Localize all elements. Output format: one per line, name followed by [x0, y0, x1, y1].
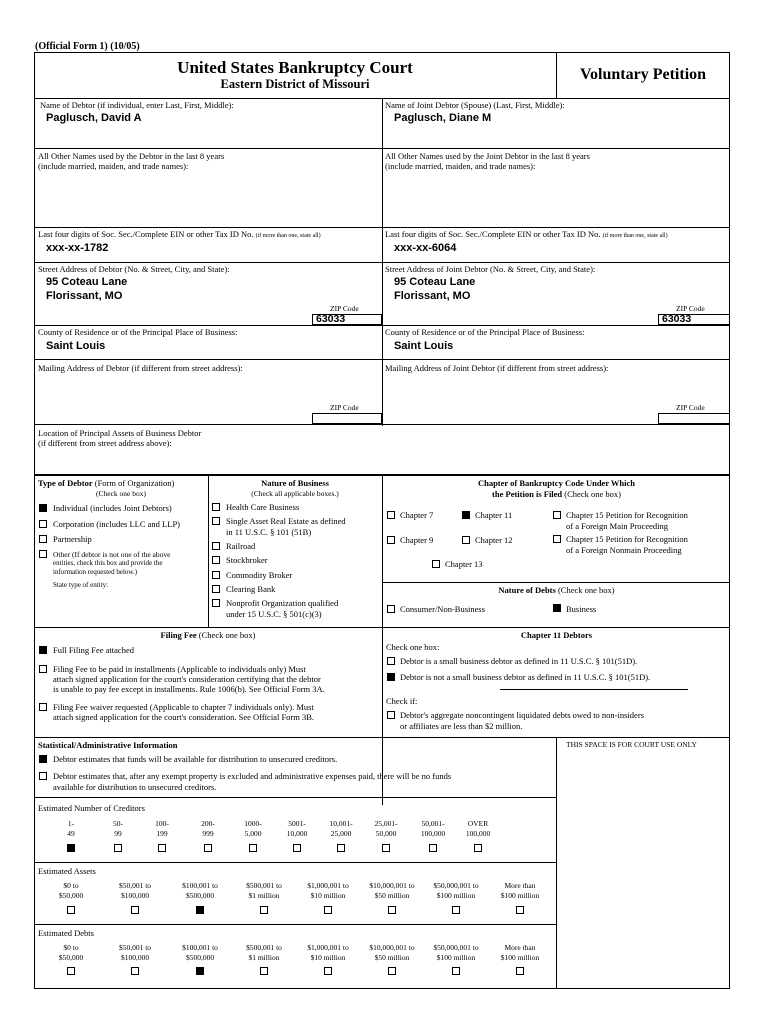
creditors-range-label-line1: 10,001-: [329, 819, 353, 828]
nature-debts-title: Nature of Debts (Check one box): [498, 585, 615, 595]
assets-range-label-line2: $50 million: [374, 891, 410, 900]
debtor-mailing-zip-label: ZIP Code: [330, 403, 359, 412]
chapter-15b-checkbox[interactable]: [553, 535, 561, 543]
not-small-business-label: Debtor is not a small business debtor as defined in 11 U.S.C. § 101(51D).: [400, 672, 651, 682]
debts-range-label-line2: $1 million: [248, 953, 280, 962]
debts-range-checkbox[interactable]: [131, 967, 139, 975]
joint-ssn-label: Last four digits of Soc. Sec./Complete EIN or other Tax ID No. (if more than one, state all): [385, 229, 668, 239]
debts-range-checkbox[interactable]: [516, 967, 524, 975]
chapter-11-checkbox[interactable]: [462, 511, 470, 519]
assets-range-checkbox[interactable]: [131, 906, 139, 914]
creditors-label: Estimated Number of Creditors: [38, 803, 145, 813]
joint-county-label: County of Residence or of the Principal Place of Business:: [385, 327, 585, 337]
single-asset-line1: Single Asset Real Estate as defined: [226, 516, 346, 526]
nature-business-title: Nature of Business: [261, 478, 329, 488]
individual-label: Individual (includes Joint Debtors): [53, 503, 172, 513]
partnership-checkbox[interactable]: [39, 535, 47, 543]
assets-range-label-line1: $100,001 to: [182, 881, 218, 890]
railroad-label: Railroad: [226, 541, 256, 551]
debts-range-checkbox[interactable]: [67, 967, 75, 975]
creditors-range-label-line1: 1000-: [244, 819, 262, 828]
partnership-label: Partnership: [53, 534, 92, 544]
creditors-range-checkbox[interactable]: [249, 844, 257, 852]
waiver-checkbox[interactable]: [39, 703, 47, 711]
debtor-other-names-label-1: All Other Names used by the Debtor in the last 8 years: [38, 151, 225, 161]
assets-range-checkbox[interactable]: [196, 906, 204, 914]
chapter-12-label: Chapter 12: [475, 535, 513, 545]
nonprofit-checkbox[interactable]: [212, 599, 220, 607]
joint-mailing-zip-label: ZIP Code: [676, 403, 705, 412]
statistical-title: Statistical/Administrative Information: [38, 740, 178, 750]
chapter-13-label: Chapter 13: [445, 559, 483, 569]
creditors-range-label-line1: 100-: [155, 819, 169, 828]
full-fee-checkbox[interactable]: [39, 646, 47, 654]
assets-range-label-line2: $500,000: [185, 891, 215, 900]
chapter-15b-line1: Chapter 15 Petition for Recognition: [566, 534, 688, 544]
joint-other-names-label-2: (include married, maiden, and trade names):: [385, 161, 536, 171]
debts-range-label-line1: $50,000,001 to: [433, 943, 479, 952]
stockbroker-checkbox[interactable]: [212, 556, 220, 564]
stockbroker-label: Stockbroker: [226, 555, 268, 565]
location-assets-line2: (if different from street address above):: [38, 438, 172, 448]
creditors-range-checkbox[interactable]: [204, 844, 212, 852]
joint-zip-label: ZIP Code: [676, 304, 705, 313]
joint-name-label: Name of Joint Debtor (Spouse) (Last, First, Middle):: [385, 100, 565, 110]
ch11-debtors-title: Chapter 11 Debtors: [520, 630, 593, 640]
assets-range-label-line1: $50,000,001 to: [433, 881, 479, 890]
corporation-checkbox[interactable]: [39, 520, 47, 528]
creditors-range-checkbox[interactable]: [474, 844, 482, 852]
chapter-title-1: Chapter of Bankruptcy Code Under Which: [477, 478, 636, 488]
chapter-11-label: Chapter 11: [475, 510, 513, 520]
joint-county: Saint Louis: [394, 340, 454, 352]
chapter-12-checkbox[interactable]: [462, 536, 470, 544]
assets-range-label-line2: $100,000: [120, 891, 150, 900]
business-debts-label: Business: [566, 604, 597, 614]
waiver-line1: Filing Fee waiver requested (Applicable to chapter 7 individuals only). Must: [53, 702, 314, 712]
creditors-range-label-line1: 50,001-: [421, 819, 445, 828]
debts-range-checkbox[interactable]: [388, 967, 396, 975]
debtor-name: Paglusch, David A: [46, 112, 142, 124]
state-type-label: State type of entity:: [53, 581, 109, 589]
debts-range-label-line2: $50,000: [58, 953, 84, 962]
debtor-city: Florissant, MO: [46, 290, 123, 302]
debts-range-label-line2: $50 million: [374, 953, 410, 962]
chapter-15a-line1: Chapter 15 Petition for Recognition: [566, 510, 688, 520]
ch11-check-if: Check if:: [386, 696, 418, 706]
debtor-ssn: xxx-xx-1782: [46, 242, 109, 254]
nonprofit-line1: Nonprofit Organization qualified: [226, 598, 339, 608]
nonprofit-line2: under 15 U.S.C. § 501(c)(3): [226, 609, 322, 619]
assets-range-checkbox[interactable]: [516, 906, 524, 914]
chapter-15a-line2: of a Foreign Main Proceeding: [566, 521, 668, 531]
commodity-checkbox[interactable]: [212, 571, 220, 579]
creditors-range-label-line2: 99: [114, 829, 122, 838]
type-of-debtor-title: Type of Debtor (Form of Organization): [38, 478, 175, 488]
debts-range-checkbox[interactable]: [196, 967, 204, 975]
assets-range-label-line1: More than: [504, 881, 536, 890]
clearing-checkbox[interactable]: [212, 585, 220, 593]
creditors-range-checkbox[interactable]: [382, 844, 390, 852]
chapter-13-checkbox[interactable]: [432, 560, 440, 568]
court-title: United States Bankruptcy Court: [177, 58, 413, 77]
individual-checkbox[interactable]: [39, 504, 47, 512]
creditors-range-label-line2: 10,000: [286, 829, 308, 838]
small-business-checkbox[interactable]: [387, 657, 395, 665]
debts-range-checkbox[interactable]: [324, 967, 332, 975]
assets-range-label-line2: $100 million: [436, 891, 476, 900]
ch11-check-one: Check one box:: [386, 642, 440, 652]
assets-range-checkbox[interactable]: [260, 906, 268, 914]
chapter-15a-checkbox[interactable]: [553, 511, 561, 519]
joint-name: Paglusch, Diane M: [394, 112, 492, 124]
chapter-9-label: Chapter 9: [400, 535, 434, 545]
debts-range-label-line2: $100 million: [500, 953, 540, 962]
assets-range-label-line1: $1,000,001 to: [307, 881, 349, 890]
assets-label: Estimated Assets: [38, 866, 96, 876]
creditors-range-label-line2: 25,000: [330, 829, 352, 838]
aggregate-debts-line2: or affiliates are less than $2 million.: [400, 721, 523, 731]
assets-range-label-line1: $10,000,001 to: [369, 881, 415, 890]
chapter-15b-line2: of a Foreign Nonmain Proceeding: [566, 545, 682, 555]
joint-zip: 63033: [662, 313, 692, 325]
debtor-name-label: Name of Debtor (if individual, enter Last, First, Middle):: [40, 100, 234, 110]
single-asset-checkbox[interactable]: [212, 517, 220, 525]
creditors-range-label-line2: 199: [156, 829, 168, 838]
debts-range-label-line2: $10 million: [310, 953, 346, 962]
creditors-range-checkbox[interactable]: [114, 844, 122, 852]
debts-range-label-line2: $100 million: [436, 953, 476, 962]
debts-range-checkbox[interactable]: [452, 967, 460, 975]
joint-mailing-label: Mailing Address of Joint Debtor (if different from street address):: [385, 363, 609, 373]
creditors-range-label-line2: 5,000: [244, 829, 262, 838]
business-debts-checkbox[interactable]: [553, 604, 561, 612]
no-funds-checkbox[interactable]: [39, 772, 47, 780]
assets-range-label-line2: $50,000: [58, 891, 84, 900]
creditors-range-label-line2: 100,000: [465, 829, 491, 838]
assets-range-label-line2: $100 million: [500, 891, 540, 900]
not-small-business-checkbox[interactable]: [387, 673, 395, 681]
installments-line1: Filing Fee to be paid in installments (Applicable to individuals only) Must: [53, 664, 306, 674]
debtor-zip: 63033: [316, 313, 346, 325]
joint-city: Florissant, MO: [394, 290, 471, 302]
debtor-address-label: Street Address of Debtor (No. & Street, City, and State):: [38, 264, 230, 274]
waiver-line2: attach signed application for the court's consideration. See Official Form 3B.: [53, 712, 315, 722]
creditors-range-label-line1: 5001-: [288, 819, 306, 828]
debtor-zip-label: ZIP Code: [330, 304, 359, 313]
debtor-county-label: County of Residence or of the Principal Place of Business:: [38, 327, 238, 337]
assets-range-label-line1: $0 to: [63, 881, 79, 890]
joint-ssn: xxx-xx-6064: [394, 242, 457, 254]
clearing-label: Clearing Bank: [226, 584, 276, 594]
debts-range-label-line2: $500,000: [185, 953, 215, 962]
creditors-range-checkbox[interactable]: [429, 844, 437, 852]
aggregate-debts-checkbox[interactable]: [387, 711, 395, 719]
joint-street: 95 Coteau Lane: [394, 276, 476, 288]
funds-available-checkbox[interactable]: [39, 755, 47, 763]
assets-range-label-line2: $10 million: [310, 891, 346, 900]
assets-range-checkbox[interactable]: [67, 906, 75, 914]
debts-range-label-line2: $100,000: [120, 953, 150, 962]
aggregate-debts-line1: Debtor's aggregate noncontingent liquidated debts owed to non-insiders: [400, 710, 644, 720]
other-entity-line3: information requested below.): [53, 568, 138, 576]
assets-range-label-line1: $50,001 to: [118, 881, 152, 890]
court-use-label: THIS SPACE IS FOR COURT USE ONLY: [566, 740, 697, 749]
creditors-range-label-line1: 200-: [201, 819, 215, 828]
debtor-street: 95 Coteau Lane: [46, 276, 128, 288]
type-of-debtor-subtitle: (Check one box): [96, 489, 146, 498]
creditors-range-label-line1: OVER: [467, 819, 489, 828]
debts-range-label-line1: $0 to: [63, 943, 79, 952]
consumer-debts-label: Consumer/Non-Business: [400, 604, 485, 614]
creditors-range-label-line1: 25,001-: [374, 819, 398, 828]
funds-available-label: Debtor estimates that funds will be available for distribution to unsecured creditors.: [53, 754, 338, 764]
creditors-range-label-line2: 100,000: [420, 829, 446, 838]
creditors-range-label-line2: 49: [67, 829, 75, 838]
assets-range-checkbox[interactable]: [324, 906, 332, 914]
single-asset-line2: in 11 U.S.C. § 101 (51B): [226, 527, 312, 537]
creditors-range-checkbox[interactable]: [158, 844, 166, 852]
other-entity-checkbox[interactable]: [39, 550, 47, 558]
debts-label: Estimated Debts: [38, 928, 94, 938]
assets-range-checkbox[interactable]: [388, 906, 396, 914]
form-label: (Official Form 1) (10/05): [35, 41, 140, 52]
debts-range-label-line1: $100,001 to: [182, 943, 218, 952]
debts-range-label-line1: $1,000,001 to: [307, 943, 349, 952]
full-fee-label: Full Filing Fee attached: [53, 645, 134, 655]
consumer-debts-checkbox[interactable]: [387, 605, 395, 613]
installments-line3: is unable to pay fee except in installments. Rule 1006(b). See Official Form 3A.: [53, 684, 325, 694]
chapter-7-label: Chapter 7: [400, 510, 434, 520]
joint-mailing-zip-box: [658, 413, 730, 424]
creditors-range-checkbox[interactable]: [67, 844, 75, 852]
assets-range-label-line2: $1 million: [248, 891, 280, 900]
corporation-label: Corporation (includes LLC and LLP): [53, 519, 181, 529]
creditors-range-label-line1: 1-: [67, 819, 75, 828]
other-entity-line1: Other (If debtor is not one of the above: [53, 550, 171, 559]
chapter-9-checkbox[interactable]: [387, 536, 395, 544]
health-care-checkbox[interactable]: [212, 503, 220, 511]
creditors-range-checkbox[interactable]: [337, 844, 345, 852]
debtor-ssn-label: Last four digits of Soc. Sec./Complete EIN or other Tax ID No. (if more than one, state all): [38, 229, 321, 239]
debts-range-checkbox[interactable]: [260, 967, 268, 975]
debts-range-label-line1: $10,000,001 to: [369, 943, 415, 952]
joint-other-names-label-1: All Other Names used by the Joint Debtor in the last 8 years: [385, 151, 590, 161]
debts-range-label-line1: $50,001 to: [118, 943, 152, 952]
creditors-range-checkbox[interactable]: [293, 844, 301, 852]
debtor-county: Saint Louis: [46, 340, 106, 352]
other-entity-line2: entities, check this box and provide the: [53, 559, 163, 567]
debts-range-label-line1: More than: [504, 943, 536, 952]
chapter-7-checkbox[interactable]: [387, 511, 395, 519]
petition-title: Voluntary Petition: [579, 66, 707, 83]
joint-address-label: Street Address of Joint Debtor (No. & Street, City, and State):: [385, 264, 596, 274]
health-care-label: Health Care Business: [226, 502, 300, 512]
debtor-other-names-label-2: (include married, maiden, and trade names):: [38, 161, 189, 171]
creditors-range-label-line2: 50,000: [375, 829, 397, 838]
location-assets-line1: Location of Principal Assets of Business Debtor: [38, 428, 202, 438]
assets-range-checkbox[interactable]: [452, 906, 460, 914]
nature-business-subtitle: (Check all applicable boxes.): [251, 489, 339, 498]
no-funds-line2: available for distribution to unsecured creditors.: [53, 782, 217, 792]
debts-range-label-line1: $500,001 to: [246, 943, 282, 952]
railroad-checkbox[interactable]: [212, 542, 220, 550]
debtor-mailing-label: Mailing Address of Debtor (if different from street address):: [38, 363, 243, 373]
creditors-range-label-line1: 50-: [113, 819, 123, 828]
filing-fee-title: Filing Fee (Check one box): [160, 630, 256, 640]
no-funds-line1: Debtor estimates that, after any exempt property is excluded and administrative expenses paid, there will be no funds: [53, 771, 452, 781]
creditors-range-label-line2: 999: [202, 829, 214, 838]
assets-range-label-line1: $500,001 to: [246, 881, 282, 890]
commodity-label: Commodity Broker: [226, 570, 293, 580]
small-business-label: Debtor is a small business debtor as defined in 11 U.S.C. § 101(51D).: [400, 656, 638, 666]
installments-checkbox[interactable]: [39, 665, 47, 673]
chapter-title-2: the Petition is Filed (Check one box): [492, 489, 621, 499]
debtor-mailing-zip-box: [312, 413, 382, 424]
installments-line2: attach signed application for the court's consideration certifying that the debtor: [53, 674, 321, 684]
court-district: Eastern District of Missouri: [220, 77, 370, 91]
